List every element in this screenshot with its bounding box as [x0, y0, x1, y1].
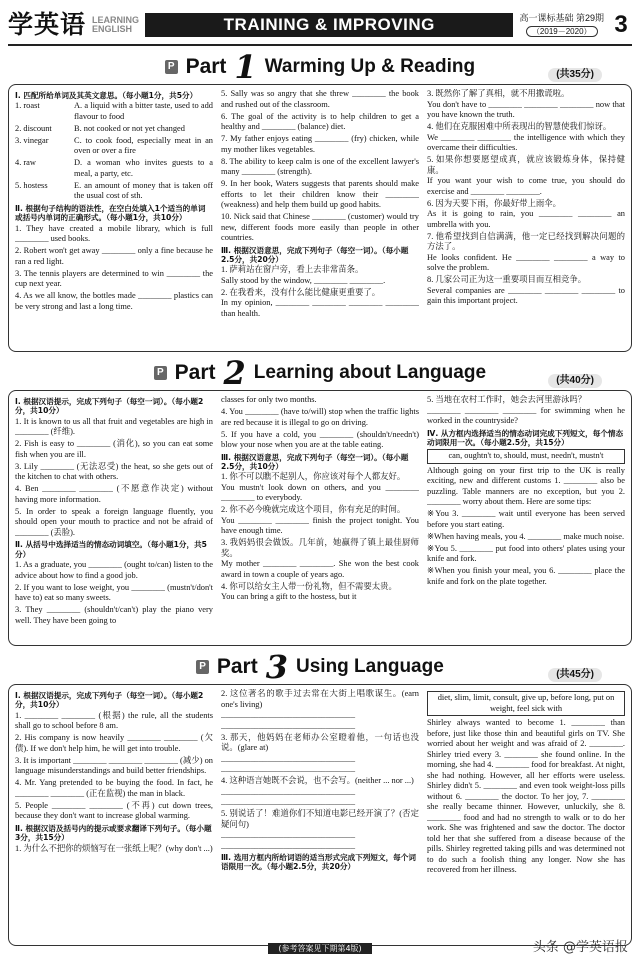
section-heading: Ⅰ. 根据汉语提示，完成下列句子（每空一词）。（每小题2分，共10分） — [15, 397, 204, 416]
question-item: classes for only two months. — [221, 395, 317, 404]
match-item — [15, 101, 213, 122]
section-heading: Ⅱ. 从括号中选择适当的情态动词填空。（每小题1分，共5分） — [15, 540, 207, 559]
section-heading: Ⅲ. 根据汉语意思，完成下列句子（每空一词）。（每小题2.5分，共20分） — [221, 245, 409, 264]
question-item: 6. The goal of the activity is to help children to get a healthy and ________ (balance) diet. — [221, 111, 419, 131]
part2-title — [8, 354, 632, 392]
question-item: 2. 这位著名的歌手过去常在大街上唱歌谋生。(earn one's living) ________________________________ ________________________________ — [221, 689, 419, 730]
col — [427, 89, 625, 347]
question-item: 4. You ________ (have to/will) stop when the traffic lights are red because it is illegal to go on driving. — [221, 407, 419, 427]
question-item: 4. 他们在克服困难中所表现出的智慧使我们惊讶。 We ________ ________ the intelligence with which they overcame their difficulties. — [427, 122, 625, 152]
answer-note: (参考答案见下期第4版) — [268, 943, 371, 954]
question-item: 2. His company is now heavily ________ ________ (欠债). If we don't help him, he will get into trouble. — [15, 733, 213, 753]
match-item — [15, 181, 213, 202]
col — [221, 689, 419, 941]
match-word: 3. vinegar — [15, 135, 49, 145]
match-definition: D. a woman who invites guests to a meal, a party, etc. — [74, 158, 213, 178]
question-item: 10. Nick said that Chinese ________ (customer) would try new, different foods more easily than people in other countries. — [221, 212, 419, 242]
part-number: 3 — [265, 648, 288, 686]
question-item: 6. 因为天要下雨，你最好带上雨伞。 As it is going to rain, you ________ ________ an umbrella with you. — [427, 198, 625, 229]
part3-title — [8, 648, 632, 686]
question-item: 2. If you want to lose weight, you ________ (mustn't/don't have to) eat so many sweets. — [15, 582, 213, 603]
question-item: Shirley always wanted to become 1. ________ than before, just like those thin and beautiful girls on TV. She worried about her weight and was afraid of 2. ________. Shirley tried every 3. ________ she found online. In the morning, she had 4. ________ food for breakfast. At night, she had nothing. However, all her efforts were useless. Shirley didn't 5. ________ and even took weight-loss pills without 6. ________ the doctor. To her joy, 7. ________ she really became thinner. However, unluckily, she 8. ________ food and had no strength to walk or to do her work. She was frightened and saw the doctor. The doctor told her that she suffered from a disease because of the pills. Shirley regretted taking pills and was determined not to do such a foolish thing any longer. Now she has recovered from her illness. — [427, 718, 625, 874]
part-number: 2 — [223, 354, 246, 392]
question-item: 3. 那天，他妈妈在老师办公室瞪着他，一句话也没说。(glare at) ________________________________ ________________________________ — [221, 732, 419, 773]
question-item: ※You 3. ________ wait until everyone has been served before you start eating. — [427, 509, 625, 529]
section-heading: Ⅱ. 根据汉语及括号内的提示或要求翻译下列句子。（每小题3分，共15分） — [15, 823, 212, 843]
col — [221, 89, 419, 347]
part1-box — [8, 84, 632, 352]
match-item — [15, 124, 213, 135]
part-score: (共35分) — [548, 68, 602, 83]
col — [427, 689, 625, 941]
col — [427, 395, 625, 641]
question-item: 1. ________ ________ (根据) the rule, all the students shall go to school before 8 am. — [15, 710, 213, 731]
question-item: 5. People ________ ________ (不再) cut down trees, because they don't want to increase global warming. — [15, 800, 213, 821]
masthead — [8, 6, 632, 46]
part-word: Part — [174, 360, 216, 384]
part-score: (共40分) — [548, 374, 602, 389]
col — [15, 395, 213, 641]
question-item: ※When having meals, you 4. ________ make much noise. — [427, 531, 625, 541]
section-heading: Ⅲ. 选用方框内所给词语的适当形式完成下列短文，每个词语限用一次。（每小题2.5分，共20分） — [221, 853, 416, 872]
question-item: 3. The tennis players are determined to win ________ the cup next year. — [15, 268, 213, 289]
question-item: 5. In order to speak a foreign language fluently, you should open your mouth to practice and not be afraid of ________ (丢脸). — [15, 506, 213, 537]
question-item: 2. 在我看来，没有什么能比健康更重要了。 In my opinion, ________ ________ ________ ________ than health. — [221, 287, 419, 318]
question-item: ※You 5. ________ put food into others' plates using your knife and fork. — [427, 543, 625, 564]
question-item: 3. It is important ________ ________ ________ (减少) on language misunderstandings and build better friendships. — [15, 755, 213, 776]
section-heading: Ⅰ. 根据汉语提示，完成下列句子（每空一词）。（每小题2分，共10分） — [15, 691, 204, 710]
logo: 学英语 — [8, 10, 87, 40]
part-name: Warming Up & Reading — [264, 56, 476, 78]
question-item: 5. 当地在农村工作时，她会去河里游泳吗？ ________ ________ ________ for swimming when he worked in the countryside? — [427, 395, 625, 425]
question-item: 4. 这种语言她既不会说，也不会写。(neither ... nor ...) ________________________________ ________________________________ — [221, 776, 414, 806]
question-item: 5. 别说话了！难道你们不知道电影已经开演了？(否定疑问句) ________________________________ ________________________________ — [221, 809, 419, 850]
part-word: Part — [185, 54, 227, 78]
question-item: 5. Sally was so angry that she threw ________ the book and rushed out of the classroom. — [221, 89, 419, 109]
question-item: 1. It is known to us all that fruit and vegetables are high in ________ (纤维). — [15, 416, 213, 437]
part-name: Learning about Language — [253, 362, 487, 384]
question-item: 7. My father enjoys eating ________ (fry) chicken, while my mother likes vegetables. — [221, 134, 419, 154]
question-item: 8. The ability to keep calm is one of the excellent lawyer's many ________ (strength). — [221, 156, 419, 176]
match-definition: A. a liquid with a bitter taste, used to add flavour to food — [74, 101, 213, 121]
question-item: 3. 既然你了解了真相，就不用撒谎啦。 You don't have to ________ ________ ________ now that you have known the truth. — [427, 89, 625, 119]
question-item: 5. If you have a cold, you ________ (shouldn't/needn't) blow your nose when you are at the table eating. — [221, 429, 419, 449]
question-item: Although going on your first trip to the UK is really exciting, new and different customs 1. ________ also be puzzling. Table manners are no exception, but you 2. ________ worry about them. Here are some tips: — [427, 465, 625, 507]
part-word: Part — [216, 654, 258, 678]
col — [221, 395, 419, 641]
question-item: ※When you finish your meal, you 6. ________ place the knife and fork on the plate together. — [427, 566, 625, 586]
section-heading: Ⅰ. 匹配所给单词及其英文意思。（每小题1分，共5分） — [15, 91, 198, 100]
question-item: 4. Ben ________ ________ (不愿意作决定) without having more information. — [15, 484, 213, 504]
part-score: (共45分) — [548, 668, 602, 683]
col — [15, 89, 213, 347]
question-item: 8. 几家公司正为这一重要项目而互相竞争。 Several companies are ________ ________ ________ to gain this important project. — [427, 275, 625, 305]
question-item: 1. 为什么不把你的烦恼写在一张纸上呢？(why don't ...) — [15, 843, 213, 853]
part2-box — [8, 390, 632, 646]
section-heading: Ⅳ. 从方框内选择适当的情态动词完成下列短文，每个情态动词限用一次。（每小题2.5分，共15分） — [427, 428, 624, 447]
question-item: 7. 他希望找到自信满满，他一定已经找到解决问题的方法了。 He looks confident. He ________ ________ a way to solve the problem. — [427, 231, 625, 272]
logo-english: LEARNING ENGLISH — [92, 14, 140, 34]
part3-box — [8, 684, 632, 946]
section-heading: Ⅲ. 根据汉语意思，完成下列句子（每空一词）。（每小题2.5分，共10分） — [221, 452, 409, 471]
issue-label: 高一课标基础 第29期 — [519, 13, 604, 24]
question-item: 1. As a graduate, you ________ (ought to/can) listen to the advice about how to find a good job. — [15, 560, 213, 580]
match-item — [15, 136, 213, 157]
page-number: 3 — [614, 11, 628, 38]
question-item: 5. 如果你想要愿望成真，就应该锻炼身体，保持健康。 If you want your wish to come true, you should do exercise and ________ ________. — [427, 155, 625, 196]
question-item: 4. 你可以给女主人带一份礼物，但不需要太贵。 You can bring a gift to the hostess, but it — [221, 581, 397, 602]
section-heading: Ⅱ. 根据句子结构的语法性，在空白处填入1个适当的单词或括号内单词的正确形式。（每小题1分，共10分） — [15, 203, 206, 223]
match-word: 5. hostess — [15, 180, 48, 190]
question-item: 3. Lily ________ (无法忍受) the heat, so she gets out of the kitchen to chat with others. — [15, 461, 213, 482]
question-item: 9. In her book, Waters suggests that parents should make efforts to let their children know their ________ (weakness) and help them build up good habits. — [221, 179, 419, 209]
match-word: 2. discount — [15, 123, 52, 133]
section-banner: TRAINING & IMPROVING — [145, 13, 513, 37]
word-box: diet, slim, limit, consult, give up, before long, put on weight, feel sick with — [427, 691, 625, 716]
col — [15, 689, 213, 941]
issue-info — [519, 12, 604, 37]
watermark: 头条 @学英语报 — [532, 939, 628, 955]
word-box: can, oughtn't to, should, must, needn't, mustn't — [427, 449, 625, 464]
part-name: Using Language — [296, 656, 444, 678]
question-item: 3. They ________ (shouldn't/can't) play the piano very well. They have been going to — [15, 605, 213, 625]
question-item: 4. Mr. Yang pretended to be buying the food. In fact, he ________ ________ (正在监视) the man in black. — [15, 778, 213, 798]
question-item: 1. They have created a mobile library, which is full ________ used books. — [15, 223, 213, 244]
match-item — [15, 158, 213, 179]
question-item: 2. Robert won't get away ________ only a fine because he ran a red light. — [15, 246, 213, 266]
part-tag-icon: P — [154, 366, 167, 381]
question-item: 3. 我妈妈很会做饭。几年前，她赢得了镇上最佳厨师奖。 My mother ________ ________. She won the best cook award in town a couple of years ago. — [221, 538, 419, 579]
part-tag-icon: P — [196, 660, 209, 675]
match-definition: C. to cook food, especially meat in an oven or over a fire — [74, 135, 213, 156]
part-tag-icon: P — [165, 60, 178, 75]
match-definition: B. not cooked or not yet changed — [74, 123, 185, 133]
question-item: 2. 你不必今晚就完成这个项目，你有充足的时间。 You ________ ________ finish the project tonight. You have enough time. — [221, 505, 419, 536]
school-year: （2019－2020） — [526, 26, 598, 37]
part1-title — [8, 48, 632, 86]
part-number: 1 — [234, 48, 257, 86]
question-item: 2. Fish is easy to ________ (消化), so you can eat some fish when you are ill. — [15, 439, 213, 459]
question-item: 1. 萨莉站在窗户旁，看上去非常苗条。 Sally stood by the window, ________ ________. — [221, 265, 386, 285]
match-word: 4. raw — [15, 158, 36, 168]
match-definition: E. an amount of money that is taken off the usual cost of sth. — [74, 180, 213, 201]
question-item: 4. As we all know, the bottles made ________ plastics can be very strong and last a long time. — [15, 291, 213, 311]
question-item: 1. 你不可以瞧不起别人，你应该对每个人都友好。 You mustn't look down on others, and you ________ ________ to everybody. — [221, 472, 419, 503]
match-word: 1. roast — [15, 101, 40, 111]
